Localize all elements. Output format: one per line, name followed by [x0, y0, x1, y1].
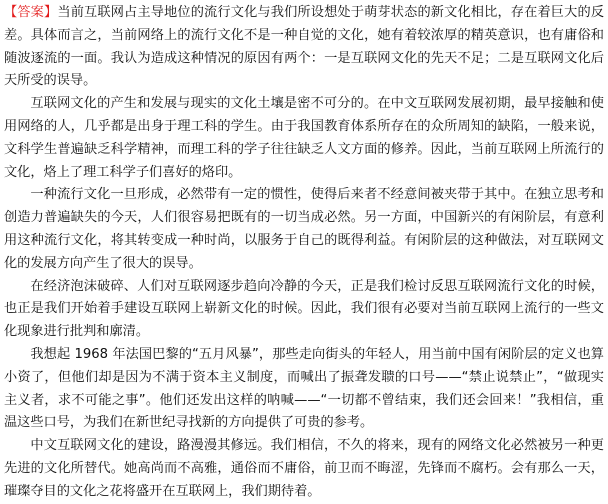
answer-label: 【答案】 [4, 5, 58, 20]
paragraph-4: 在经济泡沫破碎、人们对互联网逐步趋向冷静的今天，正是我们检讨反思互联网流行文化的时候，也正是我们开始着手建设互联网上崭新文化的时候。因此，我们很有必要对当前互联网上流行的一些文化现象进行批判和廓清。 [4, 278, 604, 340]
paragraph-1 [4, 2, 604, 93]
paragraph-6: 中文互联网文化的建设，路漫漫其修远。我们相信，不久的将来，现有的网络文化必然被另一种更先进的文化所替代。她高尚而不高雅，通俗而不庸俗，前卫而不晦涩，先锋而不腐朽。会有那么一天，璀璨夺目的文化之花将盛开在互联网上，我们期待着。 [4, 438, 604, 499]
paragraph-2: 互联网文化的产生和发展与现实的文化土壤是密不可分的。在中文互联网发展初期，最早接触和使用网络的人，几乎都是出身于理工科的学生。由于我国教育体系所存在的众所周知的缺陷，一般来说，文科学生普遍缺乏科学精神，而理工科的学子往往缺乏人文方面的修养。因此，当前互联网上所流行的文化，烙上了理工科学子们喜好的烙印。 [4, 96, 604, 180]
paragraph-3: 一种流行文化一旦形成，必然带有一定的惯性，使得后来者不经意间被夹带于其中。在独立思考和创造力普遍缺失的今天，人们很容易把既有的一切当成必然。另一方面，中国新兴的有闲阶层，有意利用这种流行文化，将其转变成一种时尚，以服务于自己的既得利益。有闲阶层的这种做法，对互联网文化的发展方向产生了很大的误导。 [4, 187, 604, 271]
paragraph-5: 我想起 1968 年法国巴黎的“五月风暴”，那些走向街头的年轻人，用当前中国有闲阶层的定义也算小资了，但他们却是因为不满于资本主义制度，而喊出了振聋发聩的口号——“禁止说禁止”，“做现实主义者，求不可能之事”。他们还发出这样的呐喊——“一切都不曾结束，我们还会回来！”我相信，重温这些口号，为我们在新世纪寻找新的方向提供了可贵的参考。 [4, 346, 604, 431]
answer-document [4, 2, 604, 504]
paragraph-1-text: 当前互联网占主导地位的流行文化与我们所设想处于萌芽状态的新文化相比，存在着巨大的反差。具体而言之，当前网络上的流行文化不是一种自觉的文化，她有着较浓厚的精英意识，也有庸俗和随波逐流的一面。我认为造成这种情况的原因有两个：一是互联网文化的先天不足；二是互联网文化后天所受的误导。 [4, 5, 605, 89]
